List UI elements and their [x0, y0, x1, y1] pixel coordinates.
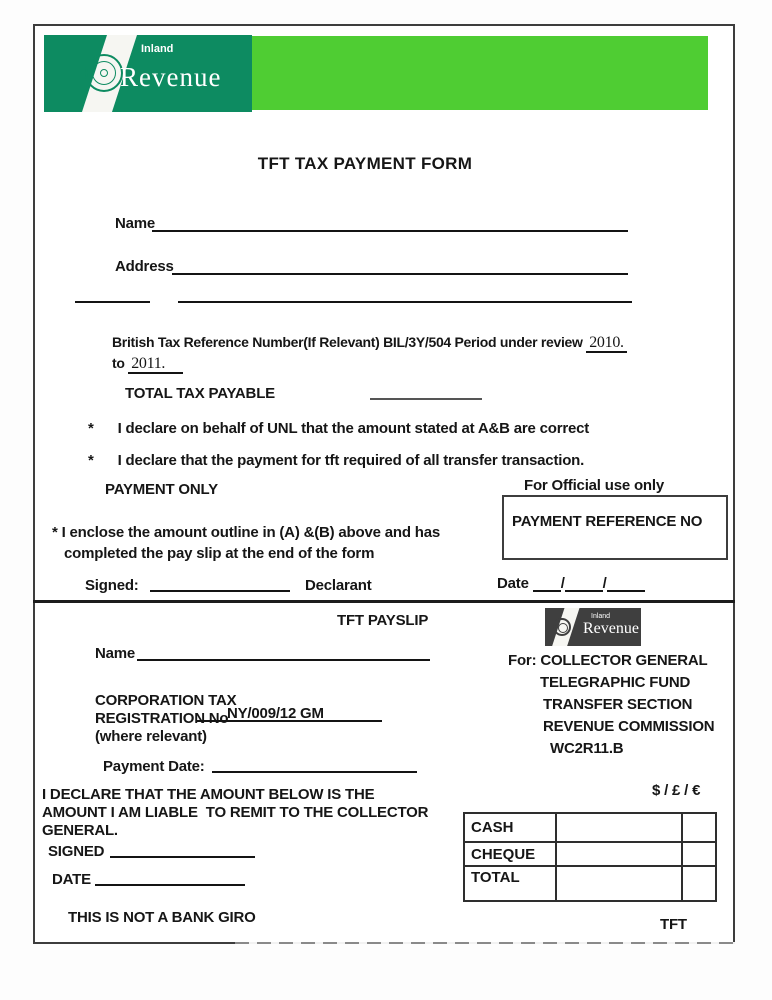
declaration-text: I declare that the payment for tft required of all transfer transaction. — [117, 452, 585, 469]
transfer-section-line: TRANSFER SECTION — [543, 696, 693, 713]
signed-fill-line — [150, 578, 290, 592]
header-green-bar — [252, 36, 708, 110]
name-fill-line — [152, 216, 628, 232]
payslip-declaration-line3: GENERAL. — [42, 822, 118, 839]
date-day-line — [533, 578, 561, 592]
total-amount-cell — [556, 866, 682, 901]
declaration-item — [88, 452, 584, 469]
date-month-line — [565, 578, 603, 592]
signed-label: Signed: — [85, 577, 139, 594]
address-label: Address — [115, 258, 174, 275]
payment-date-fill-line — [212, 759, 417, 773]
cash-amount-cell — [556, 813, 682, 842]
payslip-date-fill-line — [95, 872, 245, 886]
payslip-title: TFT PAYSLIP — [337, 612, 429, 629]
cash-row-label: CASH — [464, 813, 556, 842]
declaration-text: I declare on behalf of UNL that the amount stated at A&B are correct — [117, 420, 590, 437]
payslip-declaration-line2: AMOUNT I AM LIABLE TO REMIT TO THE COLLECTOR — [42, 804, 429, 821]
collector-general-line: For: COLLECTOR GENERAL — [508, 652, 708, 669]
tax-reference-text: British Tax Reference Number(If Relevant) BIL/3Y/504 Period under review — [112, 334, 583, 350]
date-slash: / — [560, 575, 565, 592]
payslip-name-fill-line — [137, 646, 430, 661]
enclose-declaration-line2: completed the pay slip at the end of the form — [64, 545, 375, 562]
amount-table — [463, 812, 717, 902]
logo-inland-text: Inland — [591, 613, 611, 620]
cheque-cents-cell — [682, 842, 716, 866]
payslip-declaration-line1: I DECLARE THAT THE AMOUNT BELOW IS THE — [42, 786, 375, 803]
form-title: TFT TAX PAYMENT FORM — [257, 154, 473, 173]
section-divider — [33, 600, 735, 603]
payment-only-label: PAYMENT ONLY — [105, 481, 218, 498]
period-from-value: 2010. — [586, 334, 627, 353]
tft-label: TFT — [660, 916, 687, 933]
period-to-line — [112, 355, 183, 373]
registration-no-fill-line — [197, 706, 382, 722]
total-row-label: TOTAL — [464, 866, 556, 901]
crest-icon — [85, 54, 123, 92]
address-fill-line — [172, 259, 628, 275]
telegraphic-fund-line: TELEGRAPHIC FUND — [540, 674, 691, 691]
bullet-asterisk: * — [88, 452, 94, 469]
form-page — [33, 24, 735, 944]
total-cents-cell — [682, 866, 716, 901]
payslip-signed-fill-line — [110, 844, 255, 858]
registration-no-label: REGISTRATION No — [95, 710, 229, 727]
address-fill-line-3 — [178, 287, 632, 303]
table-row — [464, 842, 716, 866]
payment-reference-box — [502, 495, 728, 560]
registration-no-value: NY/009/12 GM — [227, 705, 324, 722]
logo-revenue-text: Revenue — [120, 62, 222, 92]
postcode-line: WC2R11.B — [550, 740, 624, 757]
table-row — [464, 866, 716, 901]
payslip-name-label: Name — [95, 645, 136, 662]
bullet-asterisk: * — [88, 420, 94, 437]
inland-revenue-logo — [44, 35, 252, 112]
payment-reference-label: PAYMENT REFERENCE NO — [512, 513, 703, 530]
payment-date-label: Payment Date: — [103, 758, 205, 775]
official-date-row — [497, 575, 645, 592]
cheque-row-label: CHEQUE — [464, 842, 556, 866]
period-to-value: 2011. — [128, 355, 183, 374]
tax-reference-line — [112, 334, 627, 352]
crest-icon — [553, 618, 571, 636]
to-label: to — [112, 355, 125, 371]
cash-cents-cell — [682, 813, 716, 842]
cheque-amount-cell — [556, 842, 682, 866]
name-label: Name — [115, 215, 156, 232]
official-use-heading: For Official use only — [524, 477, 664, 494]
logo-inland-text: Inland — [141, 43, 174, 55]
date-label: Date — [497, 575, 529, 592]
where-relevant-label: (where relevant) — [95, 728, 207, 745]
payslip-date-label: DATE — [52, 871, 91, 888]
date-year-line — [607, 578, 645, 592]
payslip-revenue-logo — [545, 608, 641, 646]
payslip-signed-label: SIGNED — [48, 843, 105, 860]
logo-revenue-text: Revenue — [583, 620, 639, 637]
date-slash: / — [602, 575, 607, 592]
currency-label: $ / £ / € — [652, 782, 701, 799]
total-tax-fill-line — [370, 386, 482, 400]
not-bank-giro-label: THIS IS NOT A BANK GIRO — [68, 909, 256, 926]
declarant-label: Declarant — [305, 577, 372, 594]
scan-artifact — [235, 942, 735, 944]
declaration-item — [88, 420, 589, 437]
total-tax-payable-label: TOTAL TAX PAYABLE — [125, 385, 275, 402]
enclose-declaration-line1: * I enclose the amount outline in (A) &(B) above and has — [52, 524, 441, 541]
table-row — [464, 813, 716, 842]
corporation-tax-label: CORPORATION TAX — [95, 692, 237, 709]
address-fill-line-2 — [75, 287, 150, 303]
revenue-commission-line: REVENUE COMMISSION — [543, 718, 715, 735]
